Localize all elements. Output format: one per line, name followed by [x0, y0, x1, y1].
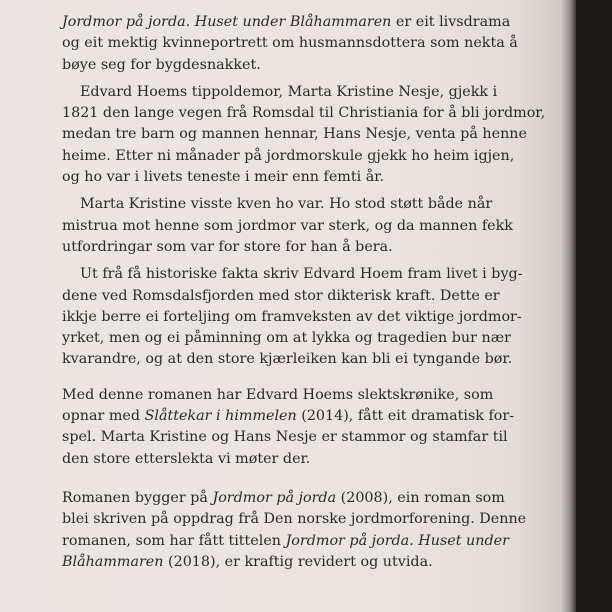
text-line: 1821 den lange vegen frå Romsdal til Christiania for å bli jordmor, [62, 105, 546, 122]
text-line: kvarandre, og at den store kjærleiken kan bli ei tyngande bør. [62, 351, 513, 368]
book-title-italic: Jordmor på jorda. Huset under [285, 532, 509, 549]
text-line: utfordringar som var for store for han å bera. [62, 238, 393, 255]
book-title-italic: Jordmor på jorda. Huset under Blåhammaren [62, 14, 392, 30]
text-line: dene ved Romsdalsfjorden med stor dikterisk kraft. Dette er [62, 287, 500, 304]
page-edge-shadow [562, 0, 576, 612]
text-line: blei skriven på oppdrag frå Den norske jordmorforening. Denne [62, 511, 527, 528]
text-line: Ut frå få historiske fakta skriv Edvard Hoem fram livet i byg- [80, 266, 523, 283]
book-title-italic: Jordmor på jorda [212, 489, 337, 506]
text-line: yrket, men og ei påminning om at lykka og tragedien bur nær [62, 330, 511, 347]
text-line: og eit mektig kvinneportrett om husmannsdottera som nekta å [62, 35, 518, 52]
text-line: og ho var i livets teneste i meir enn femti år. [62, 169, 385, 186]
text-line: Edvard Hoems tippoldemor, Marta Kristine Nesje, gjekk i [80, 83, 498, 100]
text-line: opnar med Slåttekar i himmelen (2014), fått eit dramatisk for- [62, 408, 515, 425]
text-line: Marta Kristine visste kven ho var. Ho stod støtt både når [80, 196, 493, 213]
text-line: spel. Marta Kristine og Hans Nesje er stammor og stamfar til [62, 429, 508, 446]
blurb-text [62, 12, 546, 573]
text-line: heime. Etter ni månader på jordmorskule gjekk ho heim igjen, [62, 147, 515, 164]
text-line: den store etterslekta vi møter der. [62, 450, 311, 467]
text-line: Jordmor på jorda. Huset under Blåhammaren er eit livsdrama [62, 14, 511, 30]
text-line: mistrua mot henne som jordmor var sterk, og da mannen fekk [62, 217, 513, 234]
book-title-italic: Blåhammaren [62, 553, 164, 570]
book-title-italic: Slåttekar i himmelen [144, 408, 297, 425]
text-line: medan tre barn og mannen hennar, Hans Nesje, venta på henne [62, 126, 527, 143]
text-line: Med denne romanen har Edvard Hoems slektskrønike, som [62, 386, 494, 403]
text-line: ikkje berre ei forteljing om framveksten av det viktige jordmor- [62, 308, 522, 325]
text-line: bøye seg for bygdesnakket. [62, 56, 261, 73]
text-line: Romanen bygger på Jordmor på jorda (2008), ein roman som [62, 489, 505, 506]
text-line: romanen, som har fått tittelen Jordmor på jorda. Huset under [62, 532, 509, 549]
text-line: Blåhammaren (2018), er kraftig revidert og utvida. [62, 553, 433, 570]
